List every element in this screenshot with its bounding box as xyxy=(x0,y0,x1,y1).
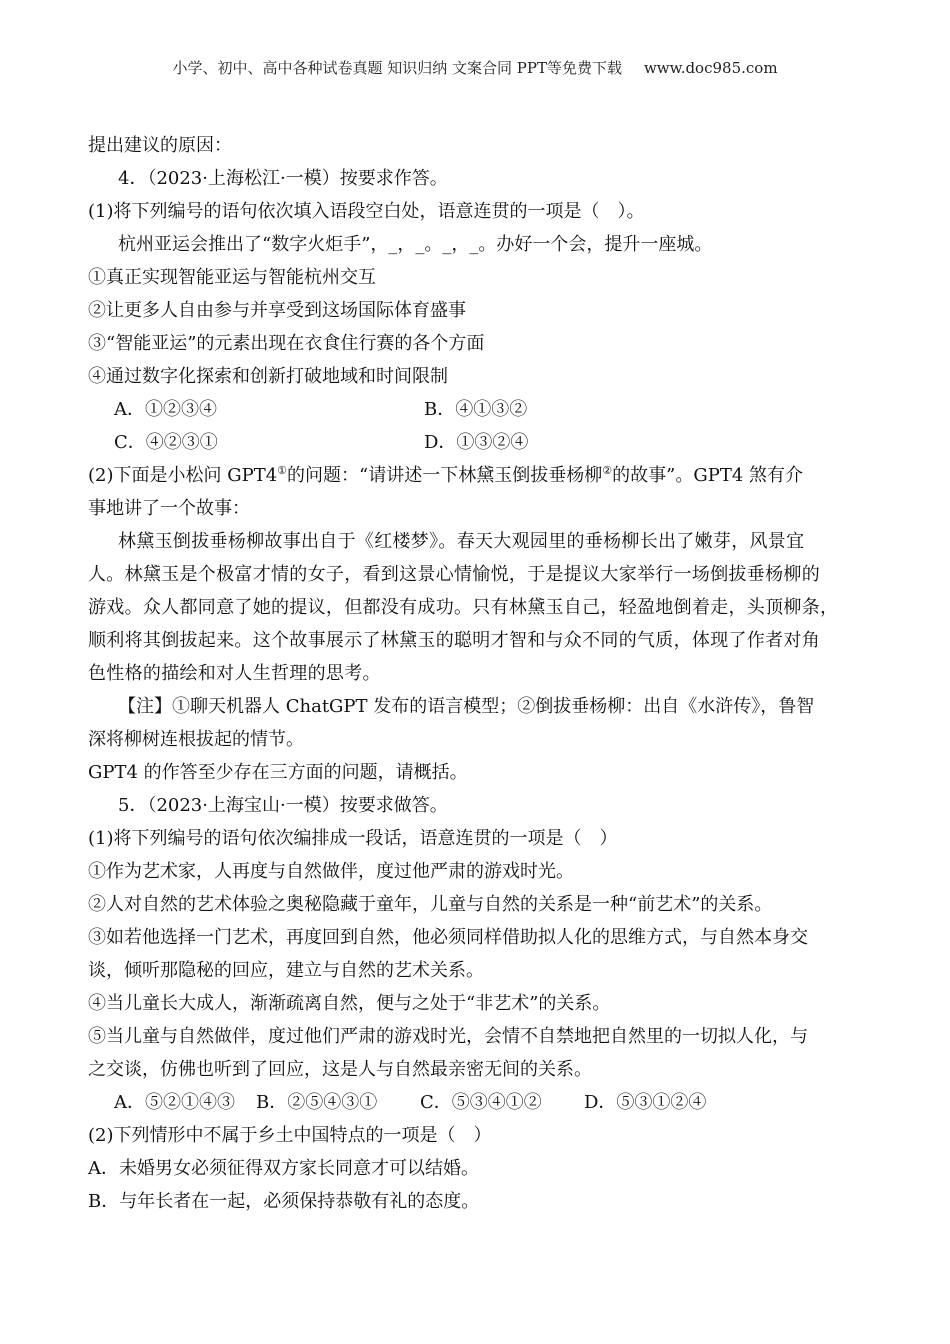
footnote-cont: 深将柳树连根拔起的情节。 xyxy=(88,729,304,750)
option-a: A．未婚男女必须征得双方家长同意才可以结婚。 xyxy=(88,1158,479,1179)
option-d: D．①③②④ xyxy=(424,432,529,453)
options-row xyxy=(88,1086,858,1119)
header-title: 小学、初中、高中各种试卷真题 知识归纳 文案合同 PPT等免费下载 xyxy=(172,59,622,77)
option-d: D．⑤③①②④ xyxy=(584,1092,707,1113)
sentence-item-cont: 谈，倾听那隐秘的回应，建立与自然的艺术关系。 xyxy=(88,960,484,981)
question-4-1-stem: (1)将下列编号的语句依次填入语段空白处，语意连贯的一项是（ ）。 xyxy=(88,201,645,222)
question-4-title: 4．（2023·上海松江·一模）按要求作答。 xyxy=(118,168,448,189)
option-c: C．⑤③④①② xyxy=(420,1092,542,1113)
option-a: A．⑤②①④③ xyxy=(114,1092,235,1113)
page-header xyxy=(0,57,950,78)
footnote-marker: ① xyxy=(277,464,288,477)
options-row xyxy=(88,426,858,459)
text-line: 提出建议的原因： xyxy=(88,135,232,156)
question-5-1-stem: (1)将下列编号的语句依次编排成一段话，语意连贯的一项是（ ） xyxy=(88,828,618,849)
option-b: B．④①③② xyxy=(424,399,528,420)
sentence-item-cont: 之交谈，仿佛也听到了回应，这是人与自然最亲密无间的关系。 xyxy=(88,1059,592,1080)
question-5-2-stem: (2)下列情形中不属于乡土中国特点的一项是（ ） xyxy=(88,1125,492,1146)
sentence-item: ③如若他选择一门艺术，再度回到自然，他必须同样借助拟人化的思维方式，与自然本身交 xyxy=(88,927,808,948)
stem-part: 的问题：“请讲述一下林黛玉倒拔垂杨柳 xyxy=(287,465,603,486)
stem-part: (2)下面是小松问 GPT4 xyxy=(88,465,278,486)
footnote-marker: ② xyxy=(602,464,613,477)
sentence-item: ⑤当儿童与自然做伴，度过他们严肃的游戏时光，会情不自禁地把自然里的一切拟人化，与 xyxy=(88,1026,808,1047)
option-b: B．②⑤④③① xyxy=(256,1092,378,1113)
options-row xyxy=(88,393,858,426)
sentence-item: ④通过数字化探索和创新打破地域和时间限制 xyxy=(88,366,448,387)
sentence-item: ②人对自然的艺术体验之奥秘隐藏于童年，儿童与自然的关系是一种“前艺术”的关系。 xyxy=(88,894,773,915)
sentence-item: ②让更多人自由参与并享受到这场国际体育盛事 xyxy=(88,300,466,321)
story-passage xyxy=(88,525,858,690)
question-5-title: 5．（2023·上海宝山·一模）按要求做答。 xyxy=(118,795,448,816)
question-4-2-ask: GPT4 的作答至少存在三方面的问题，请概括。 xyxy=(88,762,468,783)
header-url[interactable]: www.doc985.com xyxy=(643,59,778,77)
story-line: 游戏。众人都同意了她的提议，但都没有成功。只有林黛玉自己，轻盈地倒着走，头顶柳条， xyxy=(88,597,839,618)
stem-part: 的故事”。GPT4 煞有介 xyxy=(612,465,803,486)
document-body xyxy=(88,129,858,1218)
option-c: C．④②③① xyxy=(114,432,218,453)
sentence-item: ④当儿童长大成人，渐渐疏离自然，便与之处于“非艺术”的关系。 xyxy=(88,993,611,1014)
story-line: 林黛玉倒拔垂杨柳故事出自于《红楼梦》。春天大观园里的垂杨柳长出了嫩芽，风景宜 xyxy=(118,531,805,552)
story-line: 色性格的描绘和对人生哲理的思考。 xyxy=(88,663,381,684)
question-4-2-stem xyxy=(88,459,858,492)
question-4-1-passage: 杭州亚运会推出了“数字火炬手”，_，_。_，_。办好一个会，提升一座城。 xyxy=(118,234,713,255)
story-line: 顺利将其倒拔起来。这个故事展示了林黛玉的聪明才智和与众不同的气质，体现了作者对角 xyxy=(88,630,820,651)
sentence-item: ①作为艺术家，人再度与自然做伴，度过他严肃的游戏时光。 xyxy=(88,861,574,882)
footnote: 【注】①聊天机器人 ChatGPT 发布的语言模型；②倒拔垂杨柳：出自《水浒传》，鲁智 xyxy=(118,696,815,717)
story-line: 人。林黛玉是个极富才情的女子，看到这景心情愉悦，于是提议大家举行一场倒拔垂杨柳的 xyxy=(88,564,820,585)
question-4-2-stem-cont: 事地讲了一个故事： xyxy=(88,498,250,519)
sentence-item: ①真正实现智能亚运与智能杭州交互 xyxy=(88,267,376,288)
sentence-item: ③“智能亚运”的元素出现在衣食住行赛的各个方面 xyxy=(88,333,485,354)
option-a: A．①②③④ xyxy=(114,399,217,420)
option-b: B．与年长者在一起，必须保持恭敬有礼的态度。 xyxy=(88,1191,480,1212)
